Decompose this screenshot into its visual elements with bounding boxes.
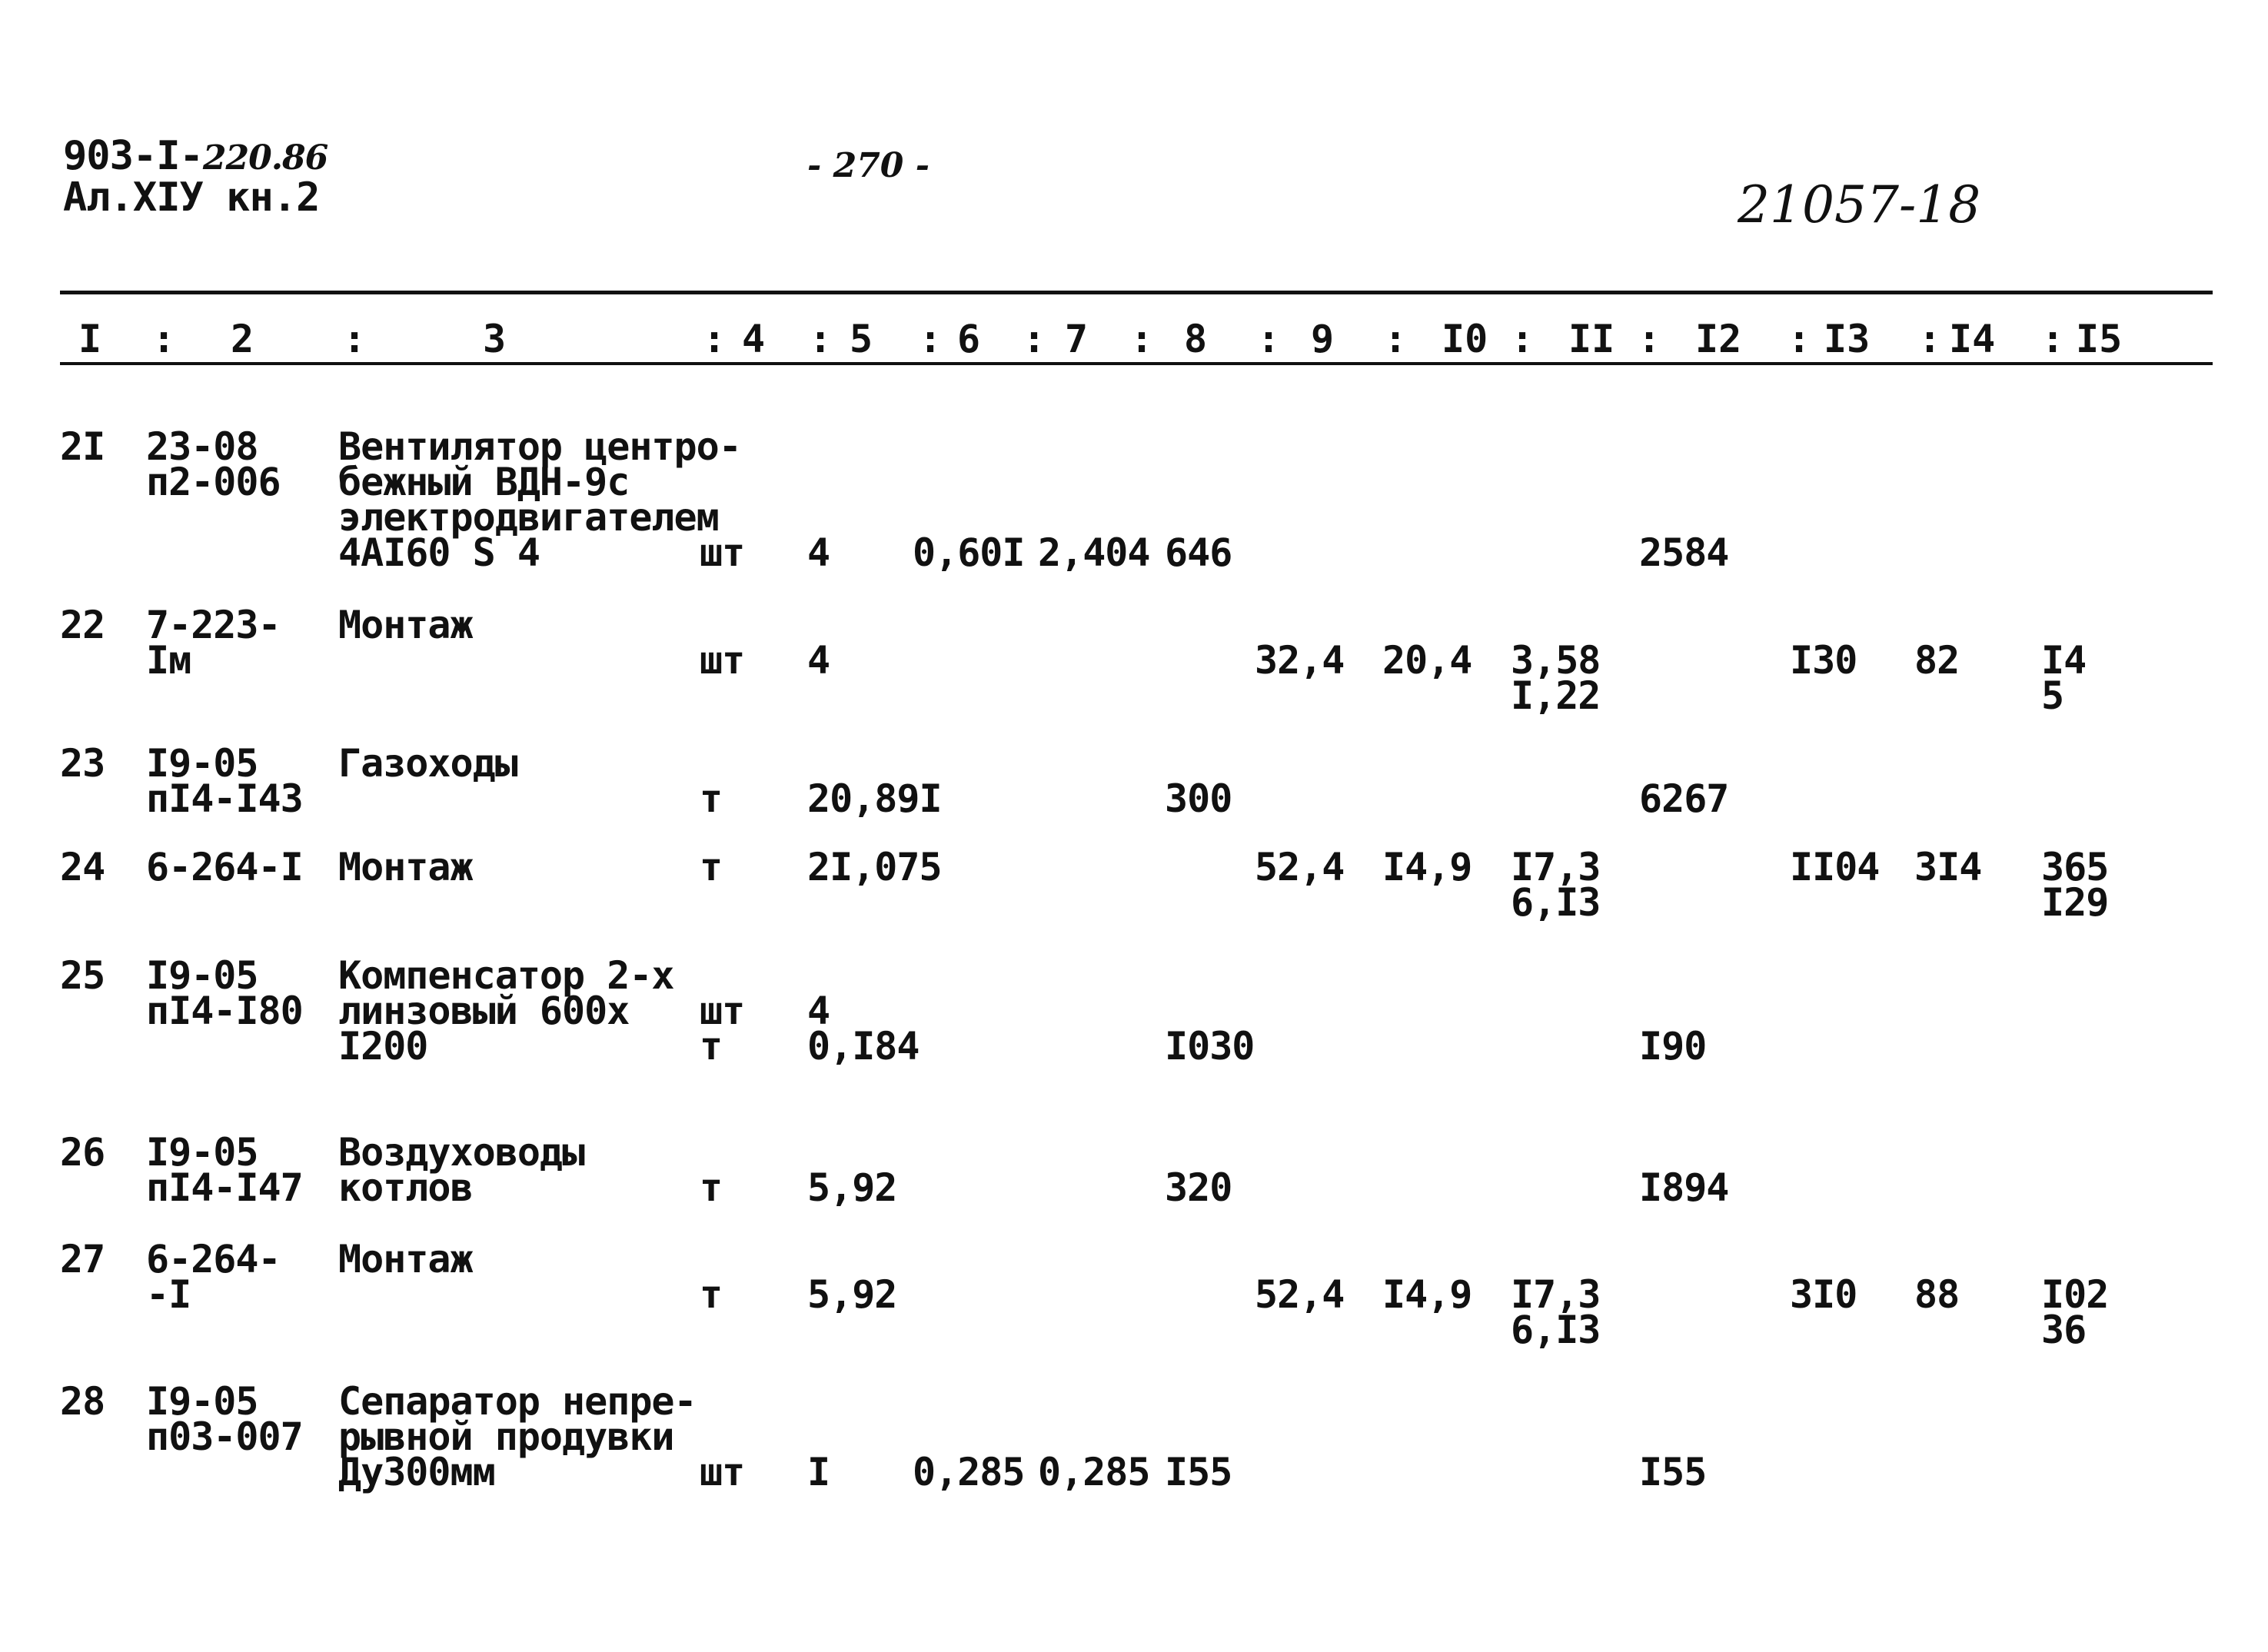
column-15-value bbox=[2041, 1272, 2109, 1352]
item-name-line: линзовый 600х bbox=[338, 989, 630, 1033]
column-separator: : bbox=[1384, 317, 1408, 361]
item-name bbox=[338, 741, 517, 786]
table-top-rule bbox=[60, 291, 2213, 294]
rate-code bbox=[146, 845, 303, 889]
column-separator: : bbox=[1638, 317, 1661, 361]
column-header-7: 7 bbox=[1065, 317, 1089, 361]
column-10-value bbox=[1382, 845, 1472, 889]
item-name bbox=[338, 1379, 697, 1494]
column-15-value-line: I4 bbox=[2041, 638, 2087, 683]
row-number bbox=[60, 1130, 105, 1175]
rate-code-line: 6-264-I bbox=[146, 845, 303, 889]
row-number-line: 28 bbox=[60, 1379, 105, 1424]
column-11-value bbox=[1511, 1272, 1601, 1352]
column-15-value-line: 36 bbox=[2041, 1308, 2087, 1352]
column-12-value bbox=[1639, 1450, 1707, 1494]
column-separator: : bbox=[1511, 317, 1535, 361]
column-8-value-line: 646 bbox=[1165, 530, 1232, 575]
reference-number: 21057-18 bbox=[1738, 175, 1981, 234]
item-name-line: Монтаж bbox=[338, 1237, 473, 1281]
column-12-value bbox=[1639, 530, 1729, 575]
row-number bbox=[60, 741, 105, 786]
quantity bbox=[807, 1272, 897, 1317]
item-name bbox=[338, 603, 473, 647]
column-11-value-line: 6,I3 bbox=[1511, 880, 1601, 925]
rate-code-line: I9-05 bbox=[146, 741, 258, 786]
quantity bbox=[807, 638, 830, 683]
item-name-line: Вентилятор центро- bbox=[338, 424, 741, 469]
column-separator: : bbox=[1023, 317, 1046, 361]
rate-code bbox=[146, 424, 281, 504]
column-11-value-line: I7,3 bbox=[1511, 1272, 1601, 1317]
column-10-value-line: I4,9 bbox=[1382, 1272, 1472, 1317]
quantity-line: I bbox=[807, 1450, 830, 1494]
column-15-value-line: 365 bbox=[2041, 845, 2109, 889]
column-header-1: I bbox=[78, 317, 102, 361]
item-name-line: Монтаж bbox=[338, 845, 473, 889]
quantity-line: 4 bbox=[807, 638, 830, 683]
column-separator: : bbox=[1918, 317, 1942, 361]
unit bbox=[700, 776, 723, 821]
unit bbox=[700, 845, 723, 889]
rate-code-line: I9-05 bbox=[146, 1379, 258, 1424]
quantity-line: 2I,075 bbox=[807, 845, 942, 889]
item-name-line: Компенсатор 2-х bbox=[338, 953, 674, 998]
table-header-rule bbox=[60, 362, 2213, 365]
rate-code-line: I9-05 bbox=[146, 953, 258, 998]
column-8-value bbox=[1165, 1450, 1232, 1494]
column-11-value bbox=[1511, 845, 1601, 925]
rate-code bbox=[146, 953, 303, 1033]
album-label: Ал.XIУ кн.2 bbox=[63, 175, 320, 221]
column-12-value-line: I55 bbox=[1639, 1450, 1707, 1494]
column-12-value-line: 6267 bbox=[1639, 776, 1729, 821]
unit bbox=[700, 989, 745, 1069]
column-10-value bbox=[1382, 1272, 1472, 1317]
item-name-line: бежный ВДН-9с bbox=[338, 460, 630, 504]
column-13-value-line: II04 bbox=[1790, 845, 1880, 889]
item-name-line: I200 bbox=[338, 1024, 428, 1069]
row-number-line: 24 bbox=[60, 845, 105, 889]
column-14-value-line: 82 bbox=[1914, 638, 1960, 683]
column-15-value bbox=[2041, 845, 2109, 925]
column-15-value-line: 5 bbox=[2041, 673, 2064, 718]
column-9-value bbox=[1255, 638, 1345, 683]
unit bbox=[700, 530, 745, 575]
column-9-value-line: 52,4 bbox=[1255, 1272, 1345, 1317]
unit-line: шт bbox=[700, 1450, 745, 1494]
column-13-value-line: 3I0 bbox=[1790, 1272, 1857, 1317]
unit-line: т bbox=[700, 1024, 723, 1069]
column-13-value bbox=[1790, 638, 1857, 683]
column-14-value bbox=[1914, 638, 1960, 683]
column-11-value-line: I,22 bbox=[1511, 673, 1601, 718]
item-name-line: котлов bbox=[338, 1165, 473, 1210]
column-10-value-line: I4,9 bbox=[1382, 845, 1472, 889]
rate-code-line: п2-006 bbox=[146, 460, 281, 504]
column-14-value-line: 88 bbox=[1914, 1272, 1960, 1317]
column-12-value bbox=[1639, 1165, 1729, 1210]
row-number-line: 23 bbox=[60, 741, 105, 786]
rate-code-line: п03-007 bbox=[146, 1414, 303, 1459]
column-13-value bbox=[1790, 1272, 1857, 1317]
column-header-9: 9 bbox=[1311, 317, 1335, 361]
row-number bbox=[60, 953, 105, 998]
row-number-line: 22 bbox=[60, 603, 105, 647]
column-9-value bbox=[1255, 845, 1345, 889]
rate-code-line: -I bbox=[146, 1272, 191, 1317]
column-11-value-line: 3,58 bbox=[1511, 638, 1601, 683]
row-number bbox=[60, 845, 105, 889]
row-number bbox=[60, 424, 105, 469]
column-header-11: II bbox=[1568, 317, 1615, 361]
rate-code-line: 7-223- bbox=[146, 603, 281, 647]
item-name bbox=[338, 424, 741, 575]
column-header-15: I5 bbox=[2076, 317, 2123, 361]
column-header-8: 8 bbox=[1184, 317, 1208, 361]
column-separator: : bbox=[2041, 317, 2065, 361]
quantity-line: 0,I84 bbox=[807, 1024, 920, 1069]
column-12-value-line: I90 bbox=[1639, 1024, 1707, 1069]
unit-line: шт bbox=[700, 989, 745, 1033]
column-separator: : bbox=[343, 317, 367, 361]
column-8-value-line: 300 bbox=[1165, 776, 1232, 821]
column-12-value bbox=[1639, 1024, 1707, 1069]
quantity bbox=[807, 989, 920, 1069]
item-name bbox=[338, 1237, 473, 1281]
column-header-14: I4 bbox=[1949, 317, 1996, 361]
column-14-value bbox=[1914, 1272, 1960, 1317]
column-7-value bbox=[1038, 530, 1150, 575]
row-number-line: 27 bbox=[60, 1237, 105, 1281]
item-name bbox=[338, 1130, 585, 1210]
column-8-value bbox=[1165, 1165, 1232, 1210]
quantity bbox=[807, 845, 942, 889]
column-6-value-line: 0,285 bbox=[913, 1450, 1025, 1494]
column-7-value-line: 0,285 bbox=[1038, 1450, 1150, 1494]
column-6-value bbox=[913, 1450, 1025, 1494]
rate-code bbox=[146, 1379, 303, 1459]
item-name-line: электродвигателем bbox=[338, 495, 719, 540]
column-9-value bbox=[1255, 1272, 1345, 1317]
column-separator: : bbox=[1257, 317, 1281, 361]
quantity-line: 5,92 bbox=[807, 1272, 897, 1317]
document-code bbox=[63, 133, 328, 179]
column-8-value bbox=[1165, 530, 1232, 575]
column-7-value-line: 2,404 bbox=[1038, 530, 1150, 575]
unit bbox=[700, 1450, 745, 1494]
item-name-line: 4АI60 S 4 bbox=[338, 530, 540, 575]
row-number bbox=[60, 1379, 105, 1424]
rate-code bbox=[146, 741, 303, 821]
column-14-value-line: 3I4 bbox=[1914, 845, 1982, 889]
rate-code-line: пI4-I43 bbox=[146, 776, 303, 821]
quantity bbox=[807, 530, 830, 575]
item-name-line: Монтаж bbox=[338, 603, 473, 647]
column-12-value-line: I894 bbox=[1639, 1165, 1729, 1210]
quantity bbox=[807, 776, 942, 821]
unit bbox=[700, 638, 745, 683]
row-number-line: 26 bbox=[60, 1130, 105, 1175]
column-separator: : bbox=[919, 317, 943, 361]
column-8-value-line: 320 bbox=[1165, 1165, 1232, 1210]
rate-code-line: пI4-I80 bbox=[146, 989, 303, 1033]
column-header-6: 6 bbox=[957, 317, 981, 361]
column-11-value-line: I7,3 bbox=[1511, 845, 1601, 889]
item-name-line: Газоходы bbox=[338, 741, 517, 786]
column-9-value-line: 52,4 bbox=[1255, 845, 1345, 889]
quantity-line: 20,89I bbox=[807, 776, 942, 821]
column-11-value bbox=[1511, 638, 1601, 718]
unit bbox=[700, 1272, 723, 1317]
unit-line: шт bbox=[700, 530, 745, 575]
document-code-printed: 903-I- bbox=[63, 133, 203, 179]
unit-line: т bbox=[700, 1272, 723, 1317]
column-header-5: 5 bbox=[850, 317, 873, 361]
column-13-value bbox=[1790, 845, 1880, 889]
rate-code-line: Iм bbox=[146, 638, 191, 683]
quantity-line: 4 bbox=[807, 530, 830, 575]
item-name bbox=[338, 953, 674, 1069]
quantity-line: 4 bbox=[807, 989, 830, 1033]
column-header-3: 3 bbox=[483, 317, 507, 361]
column-14-value bbox=[1914, 845, 1982, 889]
row-number-line: 2I bbox=[60, 424, 105, 469]
column-6-value-line: 0,60I bbox=[913, 530, 1025, 575]
column-separator: : bbox=[1787, 317, 1811, 361]
column-10-value bbox=[1382, 638, 1472, 683]
column-8-value bbox=[1165, 776, 1232, 821]
column-9-value-line: 32,4 bbox=[1255, 638, 1345, 683]
column-12-value-line: 2584 bbox=[1639, 530, 1729, 575]
column-15-value-line: I29 bbox=[2041, 880, 2109, 925]
unit-line: шт bbox=[700, 638, 745, 683]
item-name bbox=[338, 845, 473, 889]
page-number: - 270 - bbox=[807, 146, 930, 185]
rate-code-line: 23-08 bbox=[146, 424, 258, 469]
column-header-13: I3 bbox=[1824, 317, 1871, 361]
document-code-handwritten: 220.86 bbox=[202, 138, 328, 178]
column-8-value-line: I55 bbox=[1165, 1450, 1232, 1494]
column-8-value bbox=[1165, 1024, 1255, 1069]
column-separator: : bbox=[809, 317, 833, 361]
unit bbox=[700, 1165, 723, 1210]
row-number bbox=[60, 1237, 105, 1281]
item-name-line: Воздуховоды bbox=[338, 1130, 585, 1175]
rate-code bbox=[146, 1237, 281, 1317]
unit-line: т bbox=[700, 776, 723, 821]
column-separator: : bbox=[703, 317, 727, 361]
item-name-line: Сепаратор непре- bbox=[338, 1379, 697, 1424]
unit-line: т bbox=[700, 845, 723, 889]
rate-code-line: 6-264- bbox=[146, 1237, 281, 1281]
quantity-line: 5,92 bbox=[807, 1165, 897, 1210]
row-number bbox=[60, 603, 105, 647]
column-7-value bbox=[1038, 1450, 1150, 1494]
column-11-value-line: 6,I3 bbox=[1511, 1308, 1601, 1352]
column-15-value-line: I02 bbox=[2041, 1272, 2109, 1317]
column-header-10: I0 bbox=[1442, 317, 1488, 361]
column-separator: : bbox=[152, 317, 176, 361]
unit-line: т bbox=[700, 1165, 723, 1210]
quantity bbox=[807, 1450, 830, 1494]
row-number-line: 25 bbox=[60, 953, 105, 998]
column-15-value bbox=[2041, 638, 2087, 718]
column-8-value-line: I030 bbox=[1165, 1024, 1255, 1069]
column-header-2: 2 bbox=[231, 317, 254, 361]
quantity bbox=[807, 1165, 897, 1210]
column-10-value-line: 20,4 bbox=[1382, 638, 1472, 683]
column-12-value bbox=[1639, 776, 1729, 821]
item-name-line: рывной продувки bbox=[338, 1414, 674, 1459]
item-name-line: Ду300мм bbox=[338, 1450, 495, 1494]
rate-code bbox=[146, 1130, 303, 1210]
column-separator: : bbox=[1130, 317, 1154, 361]
column-13-value-line: I30 bbox=[1790, 638, 1857, 683]
rate-code bbox=[146, 603, 281, 683]
column-6-value bbox=[913, 530, 1025, 575]
column-header-4: 4 bbox=[742, 317, 766, 361]
rate-code-line: I9-05 bbox=[146, 1130, 258, 1175]
rate-code-line: пI4-I47 bbox=[146, 1165, 303, 1210]
column-header-12: I2 bbox=[1695, 317, 1742, 361]
